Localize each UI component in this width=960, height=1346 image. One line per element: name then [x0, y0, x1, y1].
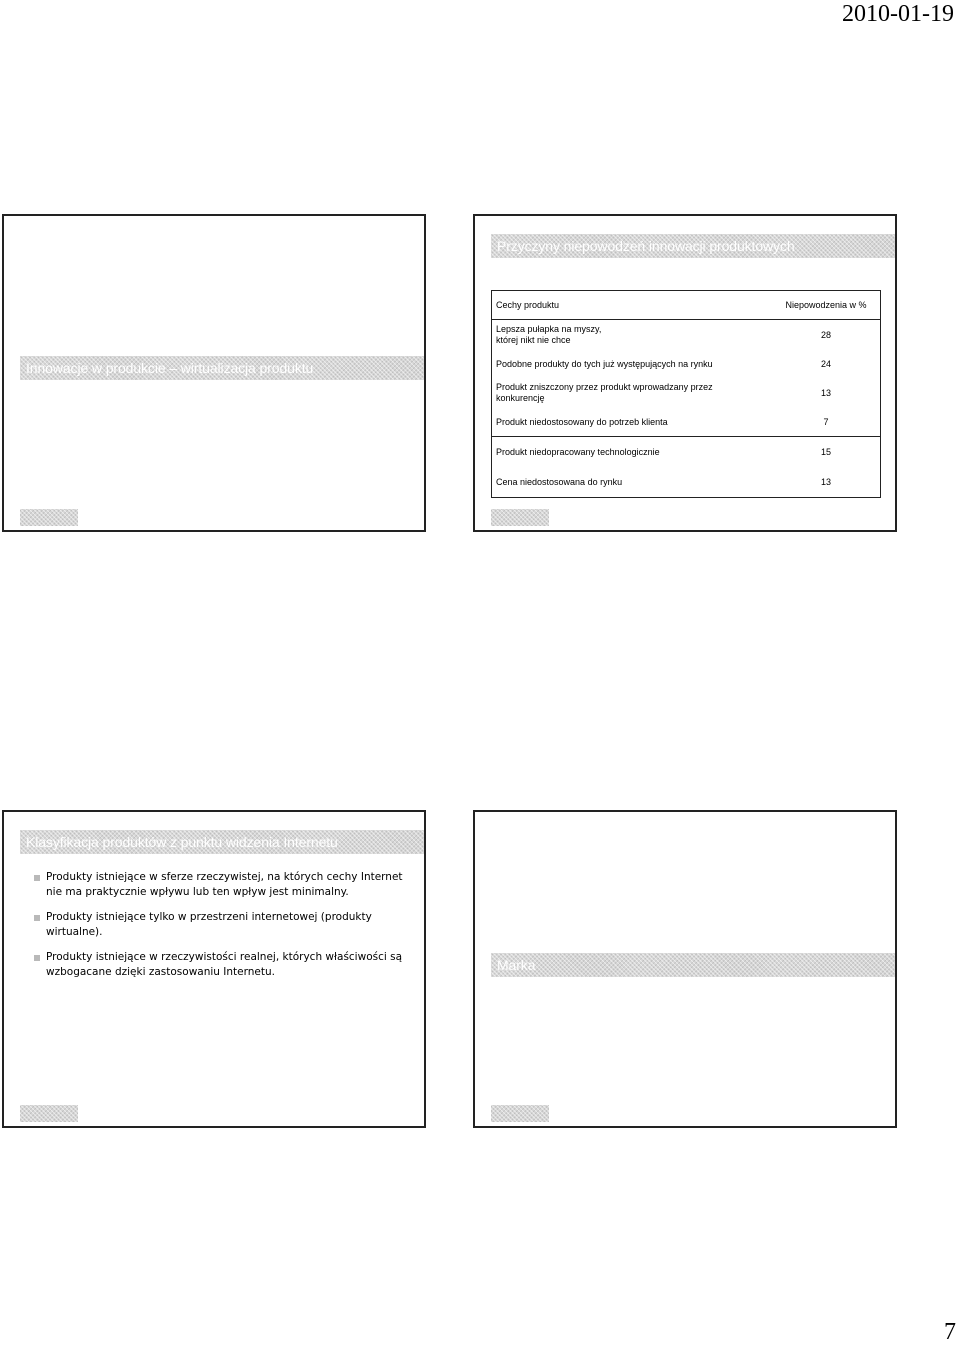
slide-footer-box: [20, 1105, 78, 1122]
table-cell-label: Produkt niedopracowany technologicznie: [492, 437, 773, 468]
table-cell-value: 13: [820, 476, 831, 487]
failure-causes-table: [491, 290, 881, 498]
bullet-square-icon: [34, 875, 40, 881]
table-header-cell: Niepowodzenia w %: [772, 291, 881, 320]
list-item-text: Produkty istniejące tylko w przestrzeni internetowej (produkty wirtualne).: [46, 911, 372, 938]
table-row: [492, 408, 881, 437]
table-header-cell: Cechy produktu: [492, 291, 773, 320]
bullet-square-icon: [34, 955, 40, 961]
slide-footer-box: [491, 1105, 549, 1122]
slide-title: Klasyfikacja produktów z punktu widzenia Internetu: [20, 830, 424, 854]
table-row: [492, 378, 881, 408]
table-row: [492, 350, 881, 378]
table-cell-label: Lepsza pułapka na myszy, której nikt nie chce: [496, 324, 602, 345]
table-cell-value: 24: [820, 358, 831, 369]
table-row: [492, 320, 881, 351]
list-item-text: Produkty istniejące w sferze rzeczywistej, na których cechy Internet nie ma praktycznie wpływu lub ten wpływ jest minimalny.: [46, 871, 403, 898]
table-row: [492, 437, 881, 468]
slide-title: Przyczyny niepowodzeń innowacji produktowych: [491, 234, 895, 258]
slide-footer-box: [20, 509, 78, 526]
table-cell-value: 15: [772, 437, 881, 468]
slide-title: Marka: [491, 953, 895, 977]
bullet-square-icon: [34, 915, 40, 921]
table-row: [492, 467, 881, 498]
table-cell-label: Cena niedostosowana do rynku: [496, 476, 623, 487]
table-cell-label: Produkt zniszczony przez produkt wprowadzany przez konkurencję: [496, 382, 713, 403]
slide-title: Innowacje w produkcie – wirtualizacja produktu: [20, 356, 424, 380]
slide-footer-box: [491, 509, 549, 526]
table-header-row: [492, 291, 881, 320]
slide-4: [473, 810, 897, 1128]
document-date: 2010-01-19: [842, 1, 954, 27]
list-item: [32, 870, 412, 900]
table-cell-label: Podobne produkty do tych już występujących na rynku: [496, 358, 713, 369]
list-item: [32, 910, 412, 940]
slide-1: [2, 214, 426, 532]
table-cell-value: 28: [820, 329, 831, 340]
table-cell-label: Produkt niedostosowany do potrzeb klienta: [496, 416, 668, 427]
bullet-list: [32, 870, 412, 990]
page-number: 7: [944, 1319, 956, 1345]
slide-3: [2, 810, 426, 1128]
slide-2: [473, 214, 897, 532]
list-item-text: Produkty istniejące w rzeczywistości realnej, których właściwości są wzbogacane dzięki zastosowaniu Internetu.: [46, 951, 403, 978]
list-item: [32, 950, 412, 980]
table-cell-value: 13: [820, 387, 831, 398]
table-cell-value: 7: [823, 416, 829, 427]
